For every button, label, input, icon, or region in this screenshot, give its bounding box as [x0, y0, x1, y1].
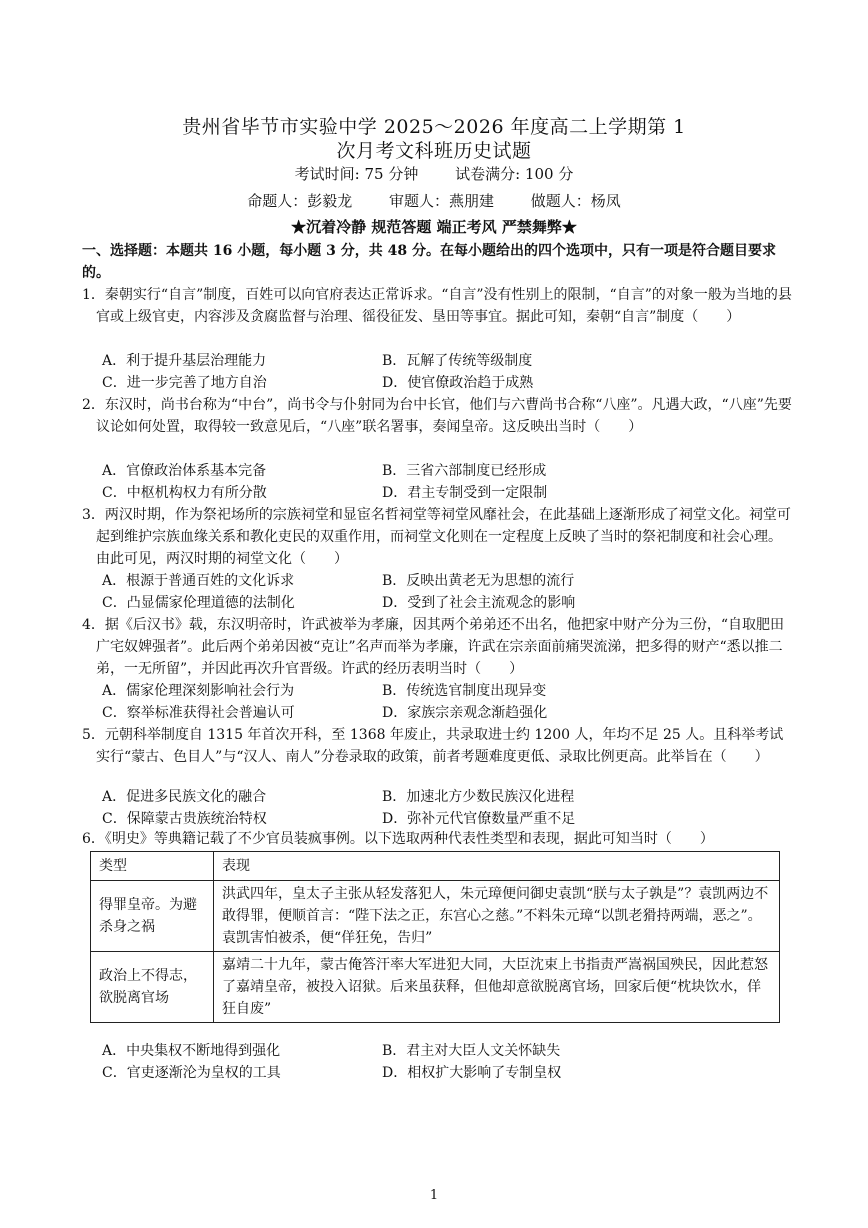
option-b: B．加速北方少数民族汉化进程	[382, 789, 575, 805]
question-stem: 6．《明史》等典籍记载了不少官员装疯事例。以下选取两种代表性类型和表现，据此可知当时（ ）	[82, 831, 714, 847]
option-c: C．官吏逐渐沦为皇权的工具	[102, 1065, 281, 1081]
table-header-desc: 表现	[214, 852, 780, 881]
option-d: D．弥补元代官僚数量严重不足	[382, 811, 576, 827]
option-a: A．儒家伦理深刻影响社会行为	[102, 683, 295, 699]
question-5	[82, 724, 794, 768]
option-a: A．官僚政治体系基本完备	[102, 463, 267, 479]
exam-staff	[0, 190, 868, 211]
table-cell-type: 得罪皇帝。为避杀身之祸	[91, 881, 214, 952]
option-b: B．反映出黄老无为思想的流行	[382, 573, 575, 589]
option-d: D．受到了社会主流观念的影响	[382, 595, 576, 611]
option-c: C．中枢机构权力有所分散	[102, 485, 267, 501]
question-stem: 1．秦朝实行“自言”制度，百姓可以向官府表达正常诉求。“自言”没有性别上的限制，“自言”的对象一般为当地的县官或上级官吏，内容涉及贪腐监督与治理、徭役征发、垦田等事宜。据此可知，秦朝“自言”制度（ ）	[82, 287, 792, 325]
question-6-table	[90, 851, 780, 1023]
table-header-row	[91, 852, 780, 881]
option-c: C．保障蒙古贵族统治特权	[102, 811, 267, 827]
page-number: 1	[429, 1188, 439, 1203]
option-d: D．家族宗亲观念渐趋强化	[382, 705, 548, 721]
option-a: A．促进多民族文化的融合	[102, 789, 267, 805]
question-6	[82, 828, 794, 850]
question-2	[82, 394, 794, 438]
table-row	[91, 881, 780, 952]
exam-reviewer: 审题人：燕朋建	[388, 192, 494, 210]
option-d: D．相权扩大影响了专制皇权	[382, 1065, 562, 1081]
question-3	[82, 504, 794, 570]
exam-title-line1: 贵州省毕节市实验中学 2025～2026 年度高二上学期第 1	[182, 116, 686, 138]
table-cell-desc: 洪武四年，皇太子主张从轻发落犯人，朱元璋便问御史袁凯“朕与太子孰是”？袁凯两边不敢得罪，便顺首言：“陛下法之正，东宫心之慈。”不料朱元璋“以凯老猾持两端，恶之”。袁凯害怕被杀，便“佯狂免，告归”	[214, 881, 780, 952]
option-a: A．利于提升基层治理能力	[102, 353, 267, 369]
question-stem: 2．东汉时，尚书台称为“中台”，尚书令与仆射同为台中长官，他们与六曹尚书合称“八座”。凡遇大政，“八座”先要议论如何处置，取得较一致意见后，“八座”联名署事，奏闻皇帝。这反映出当时（ ）	[82, 397, 792, 435]
question-6-options	[102, 1040, 792, 1084]
question-1-options	[102, 350, 792, 394]
exam-full-score: 试卷满分: 100 分	[455, 165, 574, 183]
question-stem: 3．两汉时期，作为祭祀场所的宗族祠堂和显宦名哲祠堂等祠堂风靡社会，在此基础上逐渐形成了祠堂文化。祠堂可起到维护宗族血缘关系和教化吏民的双重作用，而祠堂文化则在一定程度上反映了当时的祭祀制度和社会心理。由此可见，两汉时期的祠堂文化（ ）	[82, 507, 791, 567]
option-b: B．瓦解了传统等级制度	[382, 353, 533, 369]
question-1	[82, 284, 794, 328]
option-c: C．察举标准获得社会普遍认可	[102, 705, 295, 721]
table-cell-desc: 嘉靖二十九年，蒙古俺答汗率大军进犯大同，大臣沈束上书指责严嵩祸国殃民，因此惹怒了嘉靖皇帝，被投入诏狱。后来虽获释，但他却意欲脱离官场，回家后便“枕块饮水，佯狂自废”	[214, 952, 780, 1023]
table-header-type: 类型	[91, 852, 214, 881]
question-stem: 4．据《后汉书》载，东汉明帝时，许武被举为孝廉，因其两个弟弟还不出名，他把家中财产分为三份，“自取肥田广宅奴婢强者”。此后两个弟弟因被“克让”名声而举为孝廉，许武在宗亲面前痛哭流涕，把多得的财产“悉以推二弟，一无所留”，并因此再次升官晋级。许武的经历表明当时（ ）	[82, 617, 785, 677]
option-a: A．中央集权不断地得到强化	[102, 1043, 281, 1059]
option-b: B．君主对大臣人文关怀缺失	[382, 1043, 561, 1059]
exam-time: 考试时间: 75 分钟	[294, 165, 419, 183]
exam-solver: 做题人：杨凤	[530, 192, 621, 210]
exam-author: 命题人：彭毅龙	[247, 192, 353, 210]
exam-motto: ★沉着冷静 规范答题 端正考风 严禁舞弊★	[291, 218, 577, 236]
question-4	[82, 614, 794, 680]
option-a: A．根源于普通百姓的文化诉求	[102, 573, 295, 589]
option-b: B．传统选官制度出现异变	[382, 683, 547, 699]
section-heading: 一、选择题：本题共 16 小题，每小题 3 分，共 48 分。在每小题给出的四个选项中，只有一项是符合题目要求的。	[82, 243, 776, 281]
question-2-options	[102, 460, 792, 504]
exam-info	[0, 163, 868, 184]
option-c: C．进一步完善了地方自治	[102, 375, 267, 391]
question-3-options	[102, 570, 792, 614]
question-5-options	[102, 786, 792, 830]
exam-title-line2: 次月考文科班历史试题	[336, 140, 532, 162]
table-row	[91, 952, 780, 1023]
option-c: C．凸显儒家伦理道德的法制化	[102, 595, 295, 611]
option-b: B．三省六部制度已经形成	[382, 463, 547, 479]
option-d: D．使官僚政治趋于成熟	[382, 375, 534, 391]
question-4-options	[102, 680, 792, 724]
option-d: D．君主专制受到一定限制	[382, 485, 548, 501]
question-stem: 5．元朝科举制度自 1315 年首次开科，至 1368 年废止，共录取进士约 1200 人，年均不足 25 人。且科举考试实行“蒙古、色目人”与“汉人、南人”分卷录取的政策，前者考题难度更低、录取比例更高。此举旨在（ ）	[82, 727, 784, 765]
table-cell-type: 政治上不得志，欲脱离官场	[91, 952, 214, 1023]
